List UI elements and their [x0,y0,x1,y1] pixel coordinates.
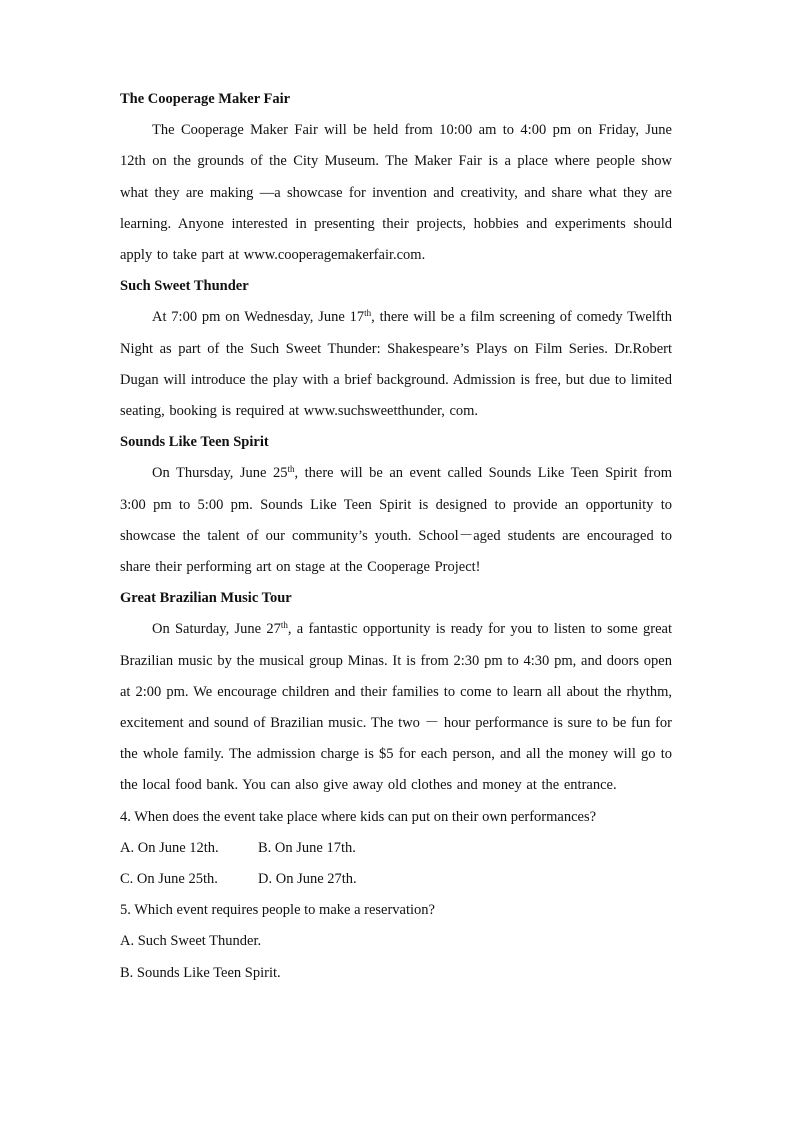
paragraph-text: The Cooperage Maker Fair will be held from 10:00 am to 4:00 pm on Friday, June 12th on the grounds of the City Museum. The Maker Fair is a place where people show what they are making —a showcase for invention and creativity, and share what they are learning. Anyone interested in presenting their projects, hobbies and experiments should apply to take part at www.cooperagemakerfair.com. [120,122,672,263]
section-title: Such Sweet Thunder [120,278,249,295]
section-paragraph [120,302,672,427]
section-teen-spirit [120,427,672,583]
section-maker-fair [120,84,672,271]
paragraph-text: On Thursday, June 25 [152,465,288,482]
section-title: Great Brazilian Music Tour [120,590,292,607]
question-stem: 5. Which event requires people to make a reservation? [120,902,435,919]
paragraph-text: On Saturday, June 27 [152,621,281,638]
options-row [120,864,672,895]
paragraph-text: , a fantastic opportunity is ready for you to listen to some great Brazilian music by the musical group Minas. It is from 2:30 pm to 4:30 pm, and doors open at 2:00 pm. We encourage children and their families to come to learn all about the rhythm, excitement and sound of Brazilian music. The two － hour performance is sure to be fun for the whole family. The admission charge is $5 for each person, and all the money will go to the local food bank. You can also give away old clothes and money at the entrance. [120,621,672,794]
section-title: The Cooperage Maker Fair [120,91,291,107]
option-b: B. On June 17th. [258,839,356,856]
section-such-sweet-thunder [120,271,672,427]
option-a: A. On June 12th. [120,839,219,856]
option-b: B. Sounds Like Teen Spirit. [120,964,281,981]
question-5 [120,895,672,989]
ordinal-suffix: th [280,620,288,631]
paragraph-text: , there will be an event called Sounds Like Teen Spirit from 3:00 pm to 5:00 pm. Sounds Like Teen Spirit is designed to provide an opportunity to showcase the talent of our community’s youth. School－aged students are encouraged to share their performing art on stage at the Cooperage Project! [120,465,672,575]
document-page [120,84,672,989]
section-paragraph [120,458,672,583]
option-a: A. Such Sweet Thunder. [120,933,262,950]
option-c: C. On June 25th. [120,870,218,887]
section-brazilian-music [120,583,672,801]
paragraph-text: , there will be a film screening of comedy Twelfth Night as part of the Such Sweet Thunder: Shakespeare’s Plays on Film Series. Dr.Robert Dugan will introduce the play with a brief background. Admission is free, but due to limited seating, booking is required at www.suchsweetthunder, com. [120,309,672,419]
ordinal-suffix: th [364,308,372,319]
question-stem: 4. When does the event take place where kids can put on their own performances? [120,808,597,825]
paragraph-text: At 7:00 pm on Wednesday, June 17 [152,309,365,326]
section-paragraph [120,115,672,271]
options-row [120,833,672,864]
ordinal-suffix: th [287,464,295,475]
section-title: Sounds Like Teen Spirit [120,434,269,451]
option-d: D. On June 27th. [258,870,357,887]
section-paragraph [120,614,672,801]
question-4 [120,802,672,896]
